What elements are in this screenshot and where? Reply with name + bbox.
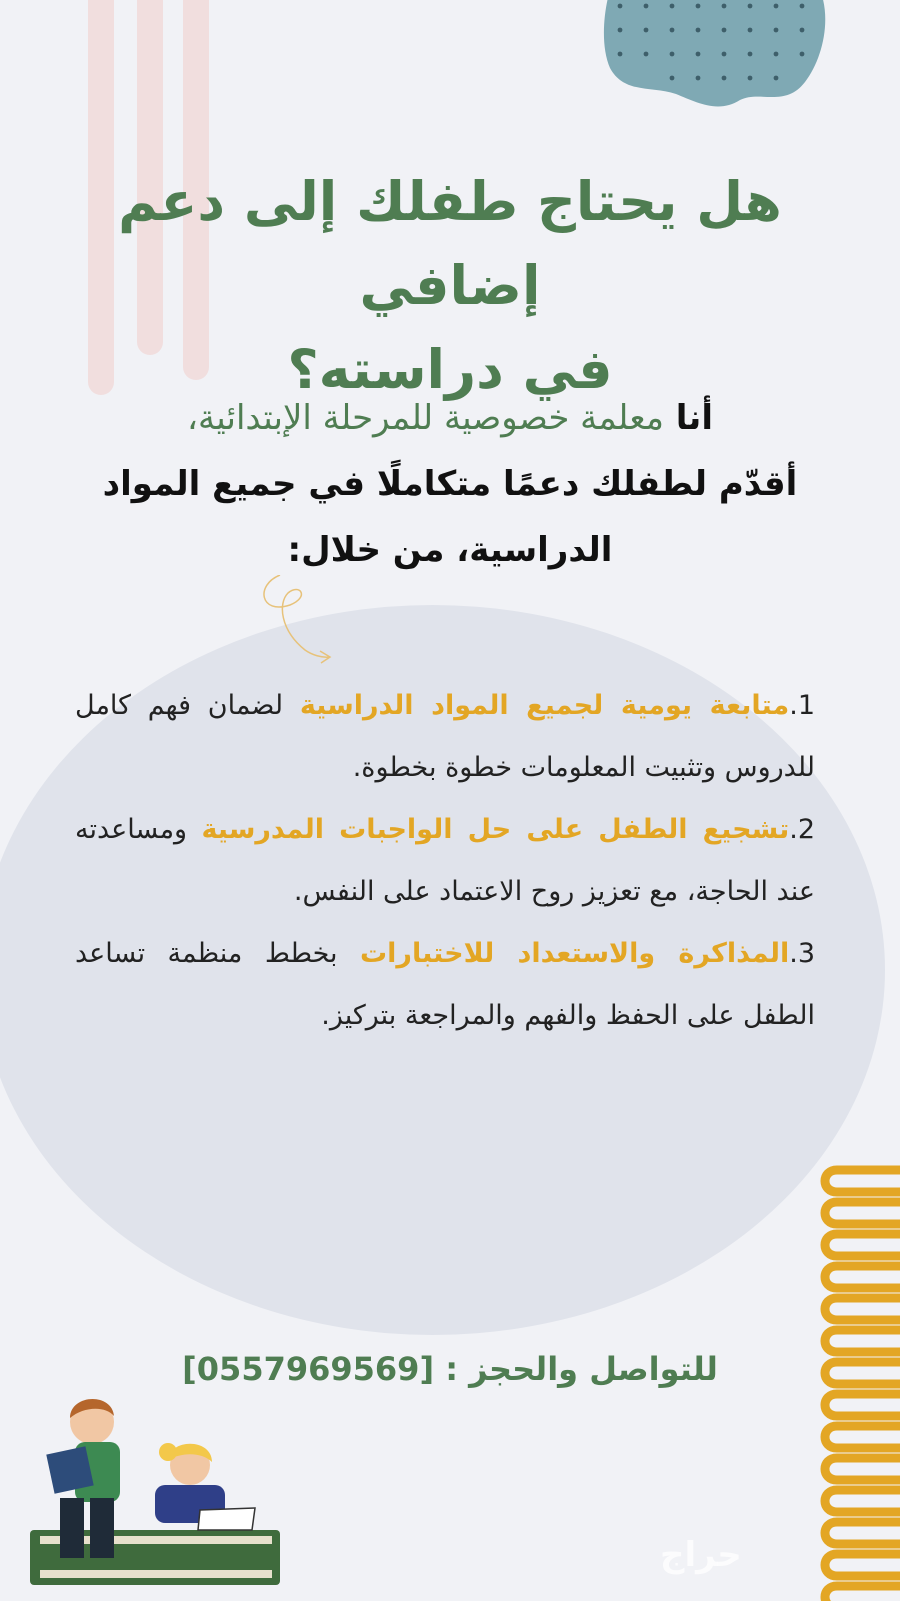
item-highlight: متابعة يومية لجميع المواد الدراسية bbox=[299, 690, 790, 721]
blob-dot bbox=[800, 52, 805, 57]
blob-dot bbox=[618, 4, 623, 9]
coil-loop bbox=[825, 1362, 900, 1384]
blob-dot bbox=[618, 52, 623, 57]
item-number: 1. bbox=[789, 690, 815, 721]
blob-dot bbox=[722, 28, 727, 33]
blob-dot bbox=[696, 28, 701, 33]
blob-dot bbox=[670, 4, 675, 9]
coil-loop bbox=[825, 1490, 900, 1512]
blob-dot bbox=[748, 28, 753, 33]
blob-dot bbox=[748, 4, 753, 9]
coil-loop bbox=[825, 1170, 900, 1192]
blob-dot bbox=[644, 28, 649, 33]
blob-dot bbox=[670, 52, 675, 57]
blob-dot bbox=[644, 4, 649, 9]
item-highlight: تشجيع الطفل على حل الواجبات المدرسية bbox=[201, 814, 790, 845]
item-text: ومساعدته عند الحاجة، مع تعزيز روح الاعتماد على النفس. bbox=[75, 814, 815, 907]
blob-dot bbox=[644, 52, 649, 57]
haraj-watermark: حراج bbox=[660, 1535, 742, 1575]
blob-dot bbox=[618, 28, 623, 33]
blob-dot bbox=[774, 4, 779, 9]
blob-dot bbox=[722, 4, 727, 9]
blob-dot bbox=[696, 76, 701, 81]
services-list bbox=[75, 675, 815, 1047]
intro-teacher: معلمة خصوصية للمرحلة الإبتدائية، bbox=[187, 398, 664, 438]
blob-dot bbox=[748, 52, 753, 57]
intro-line-3: الدراسية، من خلال: bbox=[287, 530, 613, 570]
item-text: بخطط منظمة تساعد الطفل على الحفظ والفهم والمراجعة بتركيز. bbox=[75, 938, 815, 1031]
blob-dot bbox=[774, 52, 779, 57]
coil-loop bbox=[825, 1330, 900, 1352]
contact-label: للتواصل والحجز : bbox=[445, 1350, 718, 1388]
blob-dot bbox=[670, 28, 675, 33]
coil-loop bbox=[825, 1266, 900, 1288]
blob-dot bbox=[800, 28, 805, 33]
page-title bbox=[20, 160, 880, 412]
title-line-1: هل يحتاج طفلك إلى دعم إضافي bbox=[118, 170, 782, 317]
coil-loop bbox=[825, 1554, 900, 1576]
item-number: 2. bbox=[789, 814, 815, 845]
blob-dot bbox=[696, 52, 701, 57]
blob-dot bbox=[800, 4, 805, 9]
coil-loop bbox=[825, 1586, 900, 1601]
orange-coil-decoration bbox=[815, 1160, 900, 1601]
coil-loop bbox=[825, 1394, 900, 1416]
coil-loop bbox=[825, 1234, 900, 1256]
kids-reading-illustration bbox=[20, 1380, 290, 1601]
blob-dot bbox=[748, 76, 753, 81]
intro-line-1 bbox=[30, 385, 870, 451]
title-line-2: في دراسته؟ bbox=[287, 338, 613, 401]
item-number: 3. bbox=[789, 938, 815, 969]
intro-line-2: أقدّم لطفلك دعمًا متكاملًا في جميع المواد bbox=[102, 464, 798, 504]
coil-loop bbox=[825, 1426, 900, 1448]
blob-dot bbox=[670, 76, 675, 81]
list-item bbox=[75, 675, 815, 799]
dotted-blob-decoration bbox=[600, 0, 830, 125]
curl-arrow-decoration bbox=[250, 575, 340, 665]
coil-loop bbox=[825, 1202, 900, 1224]
coil-loop bbox=[825, 1298, 900, 1320]
blob-dot bbox=[722, 76, 727, 81]
blob-dot bbox=[774, 76, 779, 81]
intro-ana: أنا bbox=[675, 398, 713, 438]
blob-dot bbox=[696, 4, 701, 9]
item-text: لضمان فهم كامل للدروس وتثبيت المعلومات خطوة بخطوة. bbox=[75, 690, 815, 783]
blob-dot bbox=[774, 28, 779, 33]
item-highlight: المذاكرة والاستعداد للاختبارات bbox=[360, 938, 790, 969]
contact-phone[interactable]: [0557969569] bbox=[182, 1350, 435, 1388]
coil-loop bbox=[825, 1458, 900, 1480]
coil-loop bbox=[825, 1522, 900, 1544]
blob-dot bbox=[722, 52, 727, 57]
intro-paragraph bbox=[30, 385, 870, 583]
list-item bbox=[75, 923, 815, 1047]
list-item bbox=[75, 799, 815, 923]
